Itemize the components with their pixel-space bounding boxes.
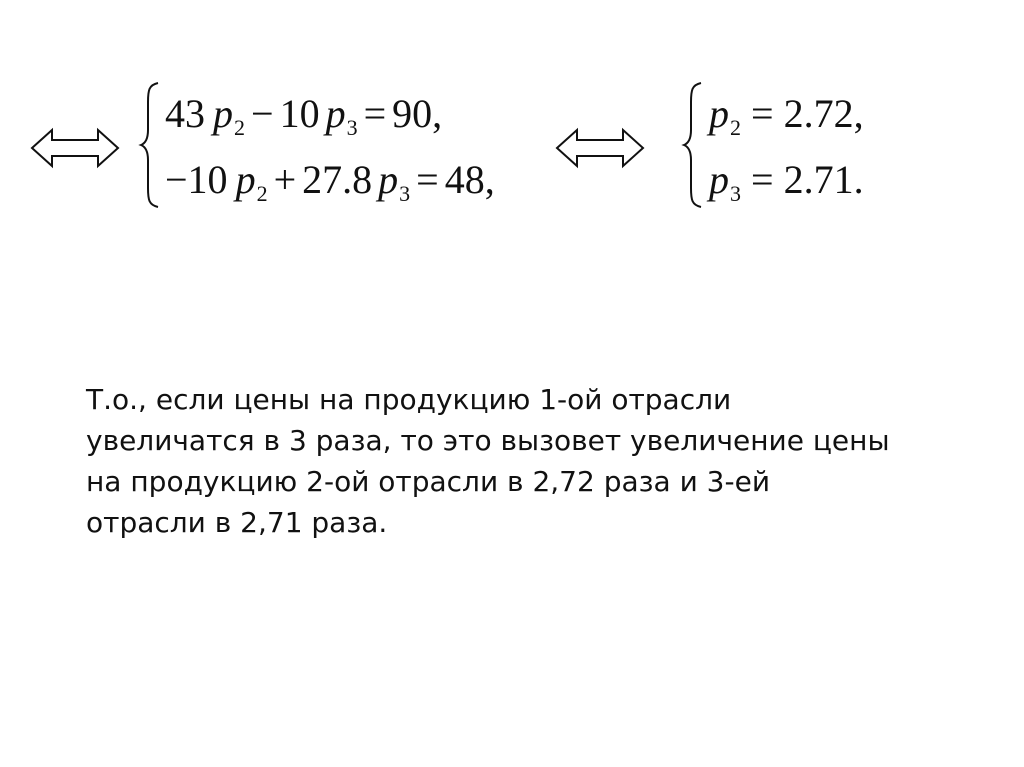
equation-system-left — [138, 80, 558, 210]
left-brace-icon — [681, 80, 705, 210]
equation-system-right — [681, 80, 921, 210]
equals-sign: = — [751, 157, 774, 202]
variable: p — [709, 157, 729, 202]
coefficient: 43 — [165, 91, 205, 136]
variable: p — [325, 91, 346, 136]
variable: p — [235, 157, 256, 202]
conclusion-paragraph — [86, 379, 966, 543]
operator: − — [251, 91, 274, 136]
right-hand-side: 48, — [444, 157, 495, 202]
paragraph-line: Т.о., если цены на продукцию 1-ой отрасли — [86, 383, 732, 416]
subscript: 2 — [730, 115, 741, 140]
equals-sign: = — [751, 91, 774, 136]
paragraph-line: отрасли в 2,71 раза. — [86, 506, 388, 539]
coefficient: 10 — [279, 91, 320, 136]
variable: p — [213, 91, 233, 136]
subscript: 3 — [346, 115, 358, 140]
variable: p — [378, 157, 399, 202]
solution-value: 2.71. — [783, 157, 864, 202]
paragraph-line: на продукцию 2-ой отрасли в 2,72 раза и 3-ей — [86, 465, 771, 498]
paragraph-line: увеличатся в 3 раза, то это вызовет увеличение цены — [86, 424, 890, 457]
solution-line-1 — [709, 91, 864, 140]
variable: p — [709, 91, 729, 136]
equation-line-2 — [165, 157, 495, 206]
coefficient: 27.8 — [302, 157, 373, 202]
subscript: 2 — [256, 181, 268, 206]
operator: + — [273, 157, 297, 202]
equivalence-arrow-icon — [555, 127, 645, 169]
right-hand-side: 90, — [392, 91, 443, 136]
subscript: 2 — [234, 115, 245, 140]
equals-sign: = — [363, 91, 387, 136]
coefficient: −10 — [165, 157, 228, 202]
subscript: 3 — [730, 181, 741, 206]
equation-line-1 — [165, 91, 443, 140]
solution-value: 2.72, — [783, 91, 864, 136]
solution-line-2 — [709, 157, 864, 206]
subscript: 3 — [399, 181, 411, 206]
equals-sign: = — [416, 157, 439, 202]
equivalence-arrow-icon — [30, 127, 120, 169]
left-brace-icon — [138, 80, 162, 210]
